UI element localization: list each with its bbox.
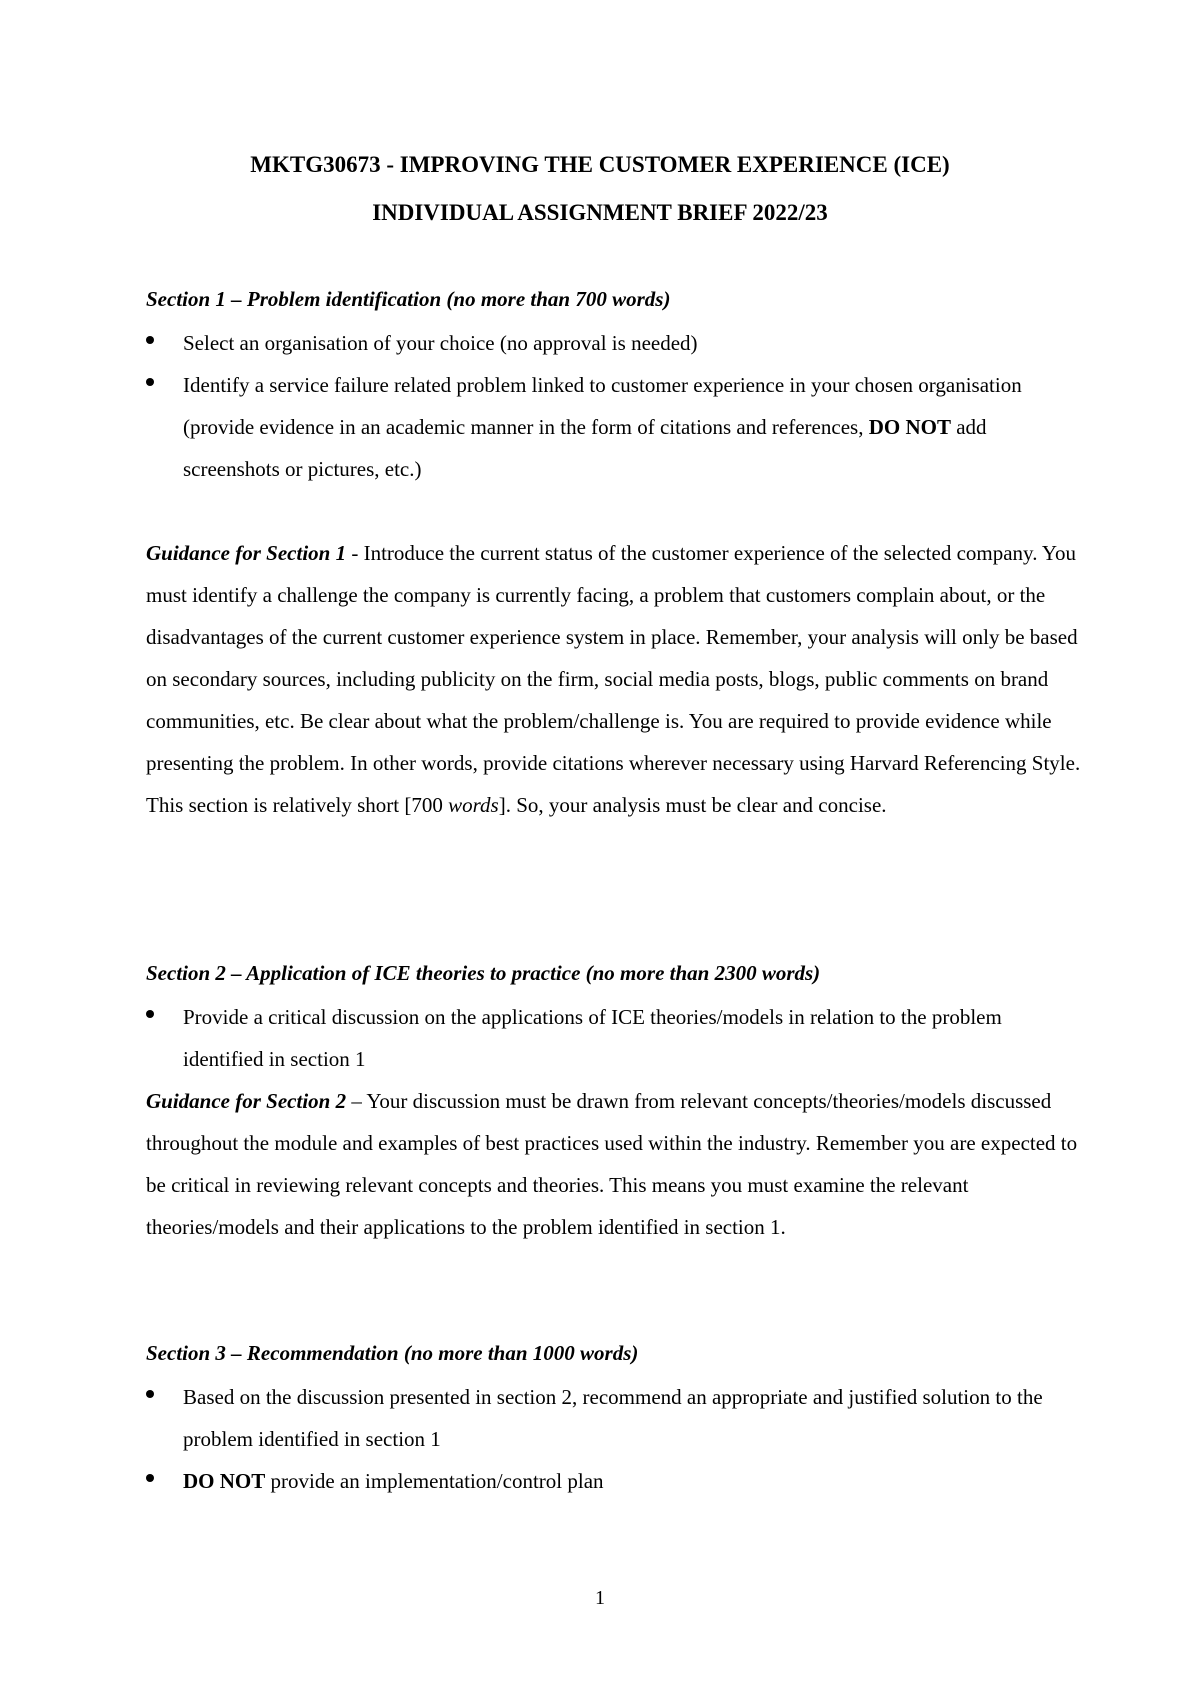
guidance-text-italic: words [448,793,499,817]
bullet-text-tail: add screenshots or pictures, etc.) [183,415,987,481]
bullet-text: Provide a critical discussion on the applications of ICE theories/models in relation to the problem identified in section 1 [183,1005,1002,1071]
section-1-bullet-2 [146,364,1076,490]
bullet-dot-icon [146,1390,154,1398]
bullet-text-bold: DO NOT [868,415,951,439]
guidance-text: – Your discussion must be drawn from relevant concepts/theories/models discussed throughout the module and examples of best practices used within the industry. Remember you are expected to be critical in reviewing relevant concepts and theories. This means you must examine the relevant theories/models and their applications to the problem identified in section 1. [146,1089,1078,1239]
bullet-dot-icon [146,336,154,344]
bullet-text-tail: provide an implementation/control plan [265,1469,604,1493]
document-title-line-2: INDIVIDUAL ASSIGNMENT BRIEF 2022/23 [372,200,828,225]
guidance-label: Guidance for Section 1 [146,541,347,565]
section-1-guidance [146,532,1081,826]
bullet-text-bold: DO NOT [183,1469,266,1493]
bullet-text-main: Identify a service failure related problem linked to customer experience in your chosen organisation (provide evidence in an academic manner in the form of citations and references, [183,373,1022,439]
section-3-heading: Section 3 – Recommendation (no more than 1000 words) [146,1341,639,1365]
bullet-text: Based on the discussion presented in section 2, recommend an appropriate and justified solution to the problem identified in section 1 [183,1385,1043,1451]
page-number: 1 [595,1587,605,1609]
section-1-bullet-1 [146,322,1076,364]
bullet-text [183,1460,1083,1502]
guidance-label: Guidance for Section 2 [146,1089,347,1113]
bullet-text [183,364,1083,490]
bullet-dot-icon [146,1474,154,1482]
guidance-text-end: ]. So, your analysis must be clear and concise. [498,793,887,817]
document-title-line-1: MKTG30673 - IMPROVING THE CUSTOMER EXPERIENCE (ICE) [250,152,950,177]
section-2-bullet-1 [146,996,1076,1080]
section-1-heading: Section 1 – Problem identification (no more than 700 words) [146,287,671,311]
section-3-bullet-2 [146,1460,1076,1502]
section-3-bullet-1 [146,1376,1076,1460]
section-2-heading: Section 2 – Application of ICE theories to practice (no more than 2300 words) [146,961,821,985]
section-2-guidance [146,1080,1081,1248]
guidance-text: - Introduce the current status of the customer experience of the selected company. You must identify a challenge the company is currently facing, a problem that customers complain about, or the disadvantages of the current customer experience system in place. Remember, your analysis will only be based on secondary sources, including publicity on the firm, social media posts, blogs, public comments on brand communities, etc. Be clear about what the problem/challenge is. You are required to provide evidence while presenting the problem. In other words, provide citations wherever necessary using Harvard Referencing Style. This section is relatively short [700 [146,541,1081,817]
bullet-text: Select an organisation of your choice (no approval is needed) [183,331,698,355]
bullet-dot-icon [146,378,154,386]
bullet-dot-icon [146,1010,154,1018]
